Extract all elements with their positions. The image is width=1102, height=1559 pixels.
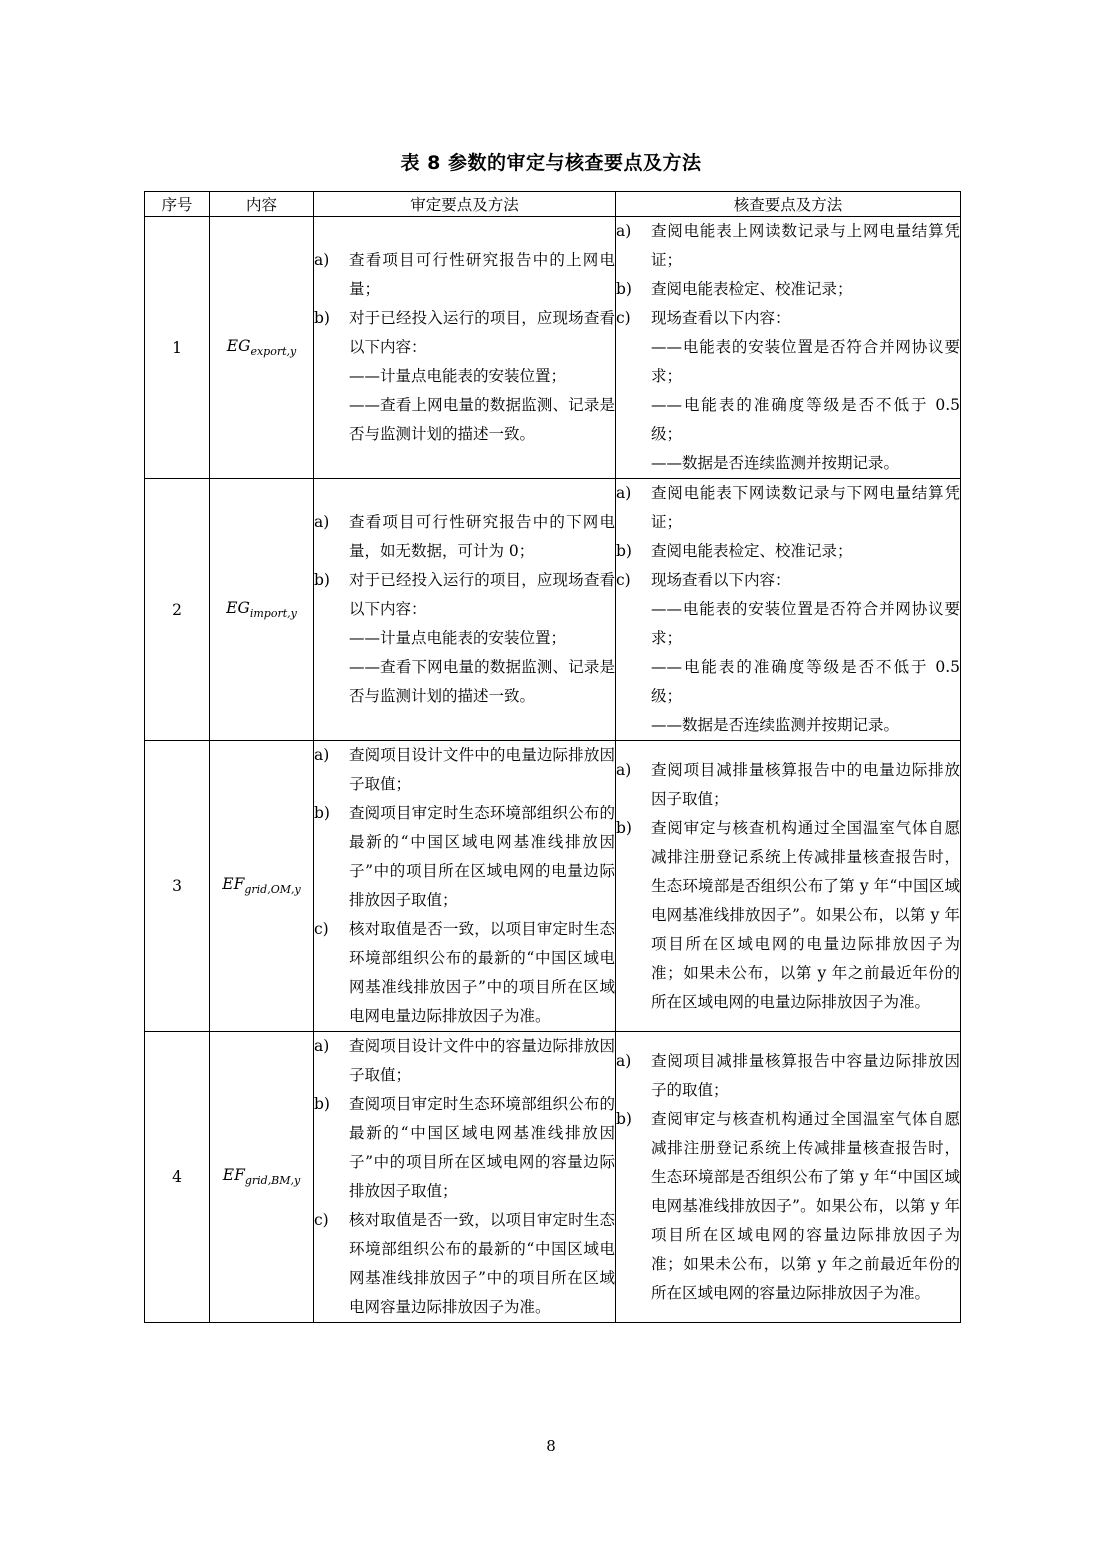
- row-param: [210, 479, 314, 741]
- row-seq: 4: [145, 1032, 210, 1323]
- validation-item: [314, 1090, 615, 1206]
- param-symbol: EG: [226, 336, 251, 355]
- validation-item: [314, 246, 615, 304]
- table-row: [145, 1032, 961, 1323]
- row-seq: 1: [145, 217, 210, 479]
- header-seq: 序号: [145, 192, 210, 217]
- validation-item: [314, 304, 615, 362]
- item-text: 查阅审定与核查机构通过全国温室气体自愿减排注册登记系统上传减排量核查报告时，生态环境部是否组织公布了第 y 年“中国区域电网基准线排放因子”。如果公布，以第 y 年项目所在区域电网的容量边际排放因子为准；如果未公布，以第 y 年之前最近年份的所在区域电网的容量边际排放因子为准。: [651, 1109, 960, 1302]
- item-label: a): [314, 746, 330, 764]
- param-subscript: export,y: [250, 345, 297, 359]
- header-content: 内容: [210, 192, 314, 217]
- row-seq: 3: [145, 741, 210, 1032]
- param-subscript: grid,OM,y: [244, 883, 301, 897]
- table-row: [145, 479, 961, 741]
- item-label: b): [314, 804, 330, 822]
- sub-item: ——查看下网电量的数据监测、记录是否与监测计划的描述一致。: [349, 658, 615, 705]
- parameters-table: [144, 191, 961, 1323]
- verification-cell: [616, 217, 961, 479]
- sub-item: ——计量点电能表的安装位置；: [349, 367, 567, 385]
- row-param: [210, 1032, 314, 1323]
- verification-item: [616, 756, 960, 814]
- item-label: a): [314, 251, 330, 269]
- validation-cell: [314, 479, 616, 741]
- item-label: b): [616, 1109, 632, 1128]
- item-text: 核对取值是否一致，以项目审定时生态环境部组织公布的最新的“中国区域电网基准线排放因子”中的项目所在区域电网容量边际排放因子为准。: [349, 1211, 615, 1316]
- item-text: 核对取值是否一致，以项目审定时生态环境部组织公布的最新的“中国区域电网基准线排放因子”中的项目所在区域电网电量边际排放因子为准。: [349, 920, 615, 1025]
- item-label: b): [314, 571, 330, 589]
- verification-item: [616, 275, 960, 304]
- item-label: b): [314, 309, 330, 327]
- item-label: a): [314, 513, 330, 531]
- sub-item: ——数据是否连续监测并按期记录。: [651, 454, 900, 472]
- table-title: 表 8 参数的审定与核查要点及方法: [400, 152, 702, 174]
- item-label: c): [314, 920, 329, 938]
- sub-item: ——电能表的准确度等级是否不低于 0.5 级；: [651, 396, 960, 443]
- param-symbol: EF: [222, 875, 245, 894]
- verification-cell: [616, 1032, 961, 1323]
- validation-item: [314, 915, 615, 1031]
- item-label: a): [616, 484, 632, 502]
- item-label: b): [616, 280, 632, 298]
- verification-item: [616, 217, 960, 275]
- table-header-row: [145, 192, 961, 217]
- item-text: 查看项目可行性研究报告中的上网电量；: [349, 251, 615, 298]
- item-label: a): [616, 760, 632, 779]
- validation-item: [314, 799, 615, 915]
- item-label: b): [616, 542, 632, 560]
- verification-item: [616, 566, 960, 595]
- sub-item: ——电能表的准确度等级是否不低于 0.5 级；: [651, 658, 960, 705]
- item-label: b): [616, 818, 632, 837]
- verification-item: [616, 814, 960, 1017]
- item-text: 现场查看以下内容：: [651, 309, 791, 327]
- verification-item: [616, 479, 960, 537]
- header-verification: 核查要点及方法: [616, 192, 961, 217]
- header-validation: 审定要点及方法: [314, 192, 616, 217]
- validation-item: [314, 1206, 615, 1322]
- verification-item: [616, 1047, 960, 1105]
- item-label: a): [616, 1051, 632, 1070]
- verification-item: [616, 1105, 960, 1308]
- param-symbol: EG: [226, 598, 250, 617]
- row-seq: 2: [145, 479, 210, 741]
- item-text: 查阅电能表检定、校准记录；: [651, 280, 853, 298]
- verification-item: [616, 304, 960, 333]
- item-text: 查阅电能表上网读数记录与上网电量结算凭证；: [651, 222, 960, 269]
- table-row: [145, 741, 961, 1032]
- validation-item: [314, 508, 615, 566]
- item-text: 查看项目可行性研究报告中的下网电量，如无数据，可计为 0；: [349, 513, 615, 560]
- item-text: 现场查看以下内容：: [651, 571, 791, 589]
- item-label: c): [314, 1211, 329, 1229]
- item-text: 查阅项目设计文件中的容量边际排放因子取值；: [349, 1037, 615, 1084]
- sub-item: ——电能表的安装位置是否符合并网协议要求；: [651, 338, 960, 385]
- table-row: [145, 217, 961, 479]
- item-label: a): [314, 1037, 330, 1055]
- param-subscript: grid,BM,y: [244, 1174, 301, 1188]
- item-label: a): [616, 222, 632, 240]
- sub-item: ——查看上网电量的数据监测、记录是否与监测计划的描述一致。: [349, 396, 615, 443]
- validation-item: [314, 566, 615, 624]
- sub-item: ——电能表的安装位置是否符合并网协议要求；: [651, 600, 960, 647]
- item-text: 查阅电能表检定、校准记录；: [651, 542, 853, 560]
- item-text: 对于已经投入运行的项目，应现场查看以下内容：: [349, 571, 615, 618]
- param-subscript: import,y: [249, 607, 297, 621]
- item-label: c): [616, 309, 631, 327]
- row-param: [210, 217, 314, 479]
- validation-item: [314, 741, 615, 799]
- sub-item: ——数据是否连续监测并按期记录。: [651, 716, 900, 734]
- validation-cell: [314, 741, 616, 1032]
- sub-item: ——计量点电能表的安装位置；: [349, 629, 567, 647]
- item-text: 查阅项目减排量核算报告中容量边际排放因子的取值；: [651, 1051, 960, 1099]
- verification-cell: [616, 741, 961, 1032]
- item-text: 查阅项目减排量核算报告中的电量边际排放因子取值；: [651, 760, 960, 808]
- item-label: b): [314, 1095, 330, 1113]
- verification-item: [616, 537, 960, 566]
- item-label: c): [616, 571, 631, 589]
- page-number: 8: [546, 1437, 556, 1455]
- validation-item: [314, 1032, 615, 1090]
- param-symbol: EF: [222, 1166, 245, 1185]
- item-text: 查阅电能表下网读数记录与下网电量结算凭证；: [651, 484, 960, 531]
- row-param: [210, 741, 314, 1032]
- item-text: 查阅项目设计文件中的电量边际排放因子取值；: [349, 746, 615, 793]
- item-text: 查阅审定与核查机构通过全国温室气体自愿减排注册登记系统上传减排量核查报告时，生态环境部是否组织公布了第 y 年“中国区域电网基准线排放因子”。如果公布，以第 y 年项目所在区域电网的电量边际排放因子为准；如果未公布，以第 y 年之前最近年份的所在区域电网的电量边际排放因子为准。: [651, 818, 960, 1011]
- verification-cell: [616, 479, 961, 741]
- item-text: 查阅项目审定时生态环境部组织公布的最新的“中国区域电网基准线排放因子”中的项目所在区域电网的电量边际排放因子取值；: [349, 804, 615, 909]
- validation-cell: [314, 217, 616, 479]
- item-text: 查阅项目审定时生态环境部组织公布的最新的“中国区域电网基准线排放因子”中的项目所在区域电网的容量边际排放因子取值；: [349, 1095, 615, 1200]
- item-text: 对于已经投入运行的项目，应现场查看以下内容：: [349, 309, 615, 356]
- validation-cell: [314, 1032, 616, 1323]
